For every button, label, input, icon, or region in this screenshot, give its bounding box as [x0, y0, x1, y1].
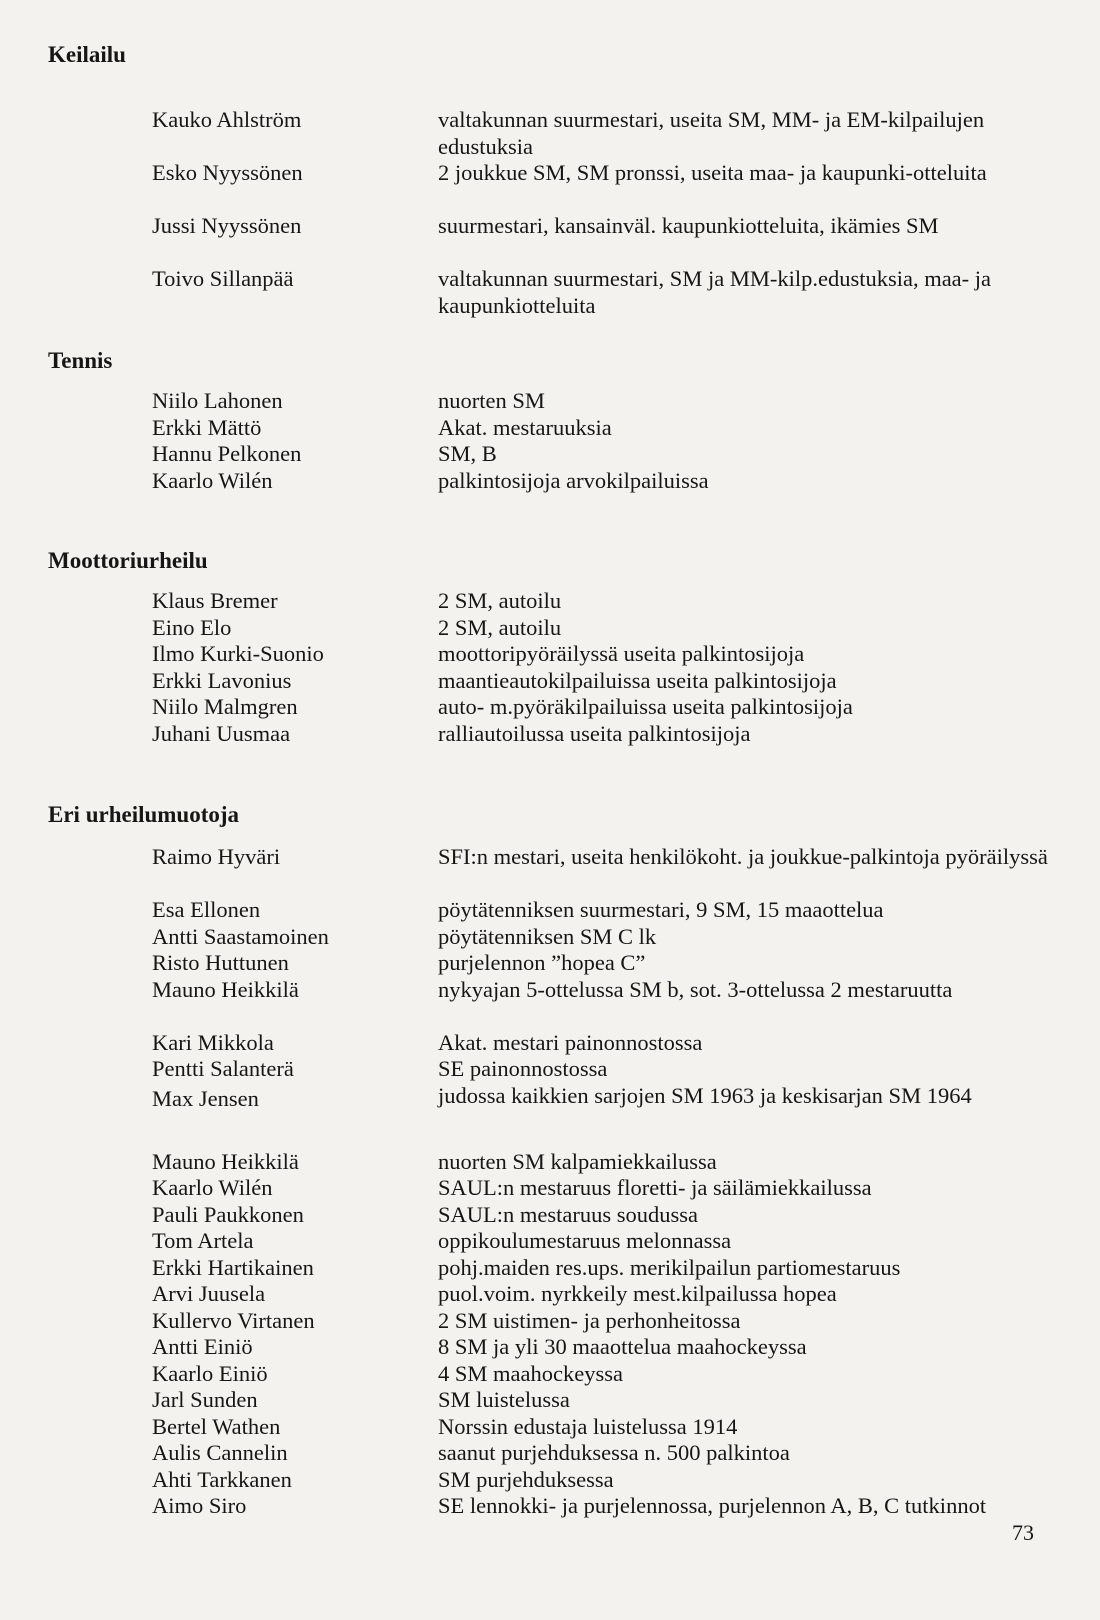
person-name: Erkki Hartikainen [152, 1254, 314, 1280]
person-name: Esa Ellonen [152, 897, 261, 922]
person-name: Raimo Hyväri [152, 844, 281, 869]
person-name: Aimo Siro [152, 1493, 247, 1518]
entry-row [0, 977, 1100, 1030]
person-name: Klaus Bremer [152, 588, 278, 613]
achievement-text: nuorten SM kalpamiekkailussa [438, 1148, 717, 1174]
entry-row [0, 388, 1100, 415]
achievement-text: Akat. mestari painonnostossa [438, 1029, 703, 1055]
entry-row [0, 1361, 1100, 1388]
person-name: Antti Saastamoinen [152, 923, 329, 949]
entry-row [0, 1334, 1100, 1361]
achievement-text: puol.voim. nyrkkeily mest.kilpailussa hopea [438, 1281, 837, 1306]
achievement-text: ralliautoilussa useita palkintosijoja [438, 720, 751, 746]
person-name: Mauno Heikkilä [152, 976, 299, 1002]
person-name: Toivo Sillanpää [152, 266, 294, 291]
entry-row [0, 588, 1100, 615]
entry-row [0, 160, 1100, 213]
entry-row [0, 1056, 1100, 1083]
entry-list [0, 388, 1100, 494]
person-name: Jussi Nyyssönen [152, 213, 302, 238]
achievement-text: palkintosijoja arvokilpailuissa [438, 467, 709, 493]
achievement-text: 8 SM ja yli 30 maaottelua maahockeyssa [438, 1334, 807, 1359]
entry-row [0, 924, 1100, 951]
person-name: Kaarlo Wilén [152, 467, 273, 493]
achievement-text: 4 SM maahockeyssa [438, 1360, 623, 1386]
person-name: Erkki Mättö [152, 414, 262, 440]
entry-row [0, 1149, 1100, 1176]
page-number: 73 [1012, 1520, 1034, 1545]
person-name: Kaarlo Wilén [152, 1175, 273, 1200]
achievement-text: auto- m.pyöräkilpailuissa useita palkintosijoja [438, 694, 853, 719]
achievement-text: valtakunnan suurmestari, useita SM, MM- ja EM-kilpailujen edustuksia [438, 107, 985, 159]
person-name: Aulis Cannelin [152, 1440, 288, 1465]
person-name: Kari Mikkola [152, 1029, 274, 1055]
achievement-text: maantieautokilpailuissa useita palkintosijoja [438, 667, 837, 693]
person-name: Kullervo Virtanen [152, 1307, 315, 1333]
person-name: Kauko Ahlström [152, 107, 302, 132]
person-name: Mauno Heikkilä [152, 1148, 299, 1174]
section-heading: Keilailu [48, 42, 126, 67]
person-name: Bertel Wathen [152, 1413, 281, 1439]
entry-row [0, 1387, 1100, 1414]
entry-list [0, 844, 1100, 1546]
person-name: Ilmo Kurki-Suonio [152, 641, 324, 666]
achievement-text: Akat. mestaruuksia [438, 414, 612, 440]
person-name: Juhani Uusmaa [152, 720, 291, 746]
achievement-text: nykyajan 5-ottelussa SM b, sot. 3-ottelussa 2 mestaruutta [438, 976, 953, 1002]
entry-row [0, 1281, 1100, 1308]
achievement-text: moottoripyöräilyssä useita palkintosijoja [438, 641, 805, 666]
achievement-text: saanut purjehduksessa n. 500 palkintoa [438, 1440, 790, 1465]
achievement-text: valtakunnan suurmestari, SM ja MM-kilp.edustuksia, maa- ja kaupunkiotteluita [438, 266, 992, 318]
achievement-text: SM purjehduksessa [438, 1466, 614, 1492]
entry-row [0, 468, 1100, 495]
entry-list [0, 107, 1100, 319]
achievement-text: nuorten SM [438, 388, 545, 413]
achievement-text: oppikoulumestaruus melonnassa [438, 1228, 732, 1253]
entry-row [0, 1493, 1100, 1546]
entry-row [0, 950, 1100, 977]
achievement-text: SM, B [438, 441, 497, 466]
achievement-text: SE painonnostossa [438, 1056, 608, 1081]
person-name: Jarl Sunden [152, 1387, 258, 1412]
entry-row [0, 897, 1100, 924]
person-name: Ahti Tarkkanen [152, 1466, 292, 1492]
achievement-text: 2 joukkue SM, SM pronssi, useita maa- ja kaupunki-otteluita [438, 160, 987, 185]
entry-row [0, 1255, 1100, 1282]
entry-row [0, 107, 1100, 160]
person-name: Erkki Lavonius [152, 667, 292, 693]
achievement-text: 2 SM, autoilu [438, 588, 562, 613]
entry-row [0, 844, 1100, 897]
section-heading: Moottoriurheilu [48, 548, 208, 573]
entry-row [0, 721, 1100, 748]
entry-row [0, 694, 1100, 721]
person-name: Tom Artela [152, 1228, 254, 1253]
entry-list [0, 588, 1100, 747]
achievement-text: SFI:n mestari, useita henkilökoht. ja joukkue-palkintoja pyöräilyssä [438, 844, 1048, 869]
person-name: Risto Huttunen [152, 950, 289, 975]
person-name: Niilo Lahonen [152, 388, 283, 413]
achievement-text: pohj.maiden res.ups. merikilpailun partiomestaruus [438, 1254, 901, 1280]
achievement-text: pöytätenniksen suurmestari, 9 SM, 15 maaottelua [438, 897, 884, 922]
achievement-text: SAUL:n mestaruus floretti- ja säilämiekkailussa [438, 1175, 872, 1200]
person-name: Arvi Juusela [152, 1281, 266, 1306]
entry-row [0, 1467, 1100, 1494]
entry-row [0, 1202, 1100, 1229]
achievement-text: SM luistelussa [438, 1387, 570, 1412]
entry-row [0, 1308, 1100, 1335]
person-name: Pentti Salanterä [152, 1056, 294, 1081]
entry-row [0, 1440, 1100, 1467]
person-name: Kaarlo Einiö [152, 1360, 268, 1386]
entry-row [0, 213, 1100, 266]
entry-row [0, 1175, 1100, 1202]
achievement-text: Norssin edustaja luistelussa 1914 [438, 1413, 738, 1439]
section-heading: Tennis [48, 348, 113, 373]
achievement-text: 2 SM uistimen- ja perhonheitossa [438, 1307, 741, 1333]
entry-row [0, 1083, 1100, 1149]
entry-row [0, 1228, 1100, 1255]
entry-row [0, 266, 1100, 319]
entry-row [0, 1414, 1100, 1441]
achievement-text: purjelennon ”hopea C” [438, 950, 646, 975]
entry-row [0, 441, 1100, 468]
entry-row [0, 641, 1100, 668]
entry-row [0, 615, 1100, 642]
achievement-text: judossa kaikkien sarjojen SM 1963 ja keskisarjan SM 1964 [438, 1082, 972, 1108]
person-name: Eino Elo [152, 614, 232, 640]
achievement-text: pöytätenniksen SM C lk [438, 923, 657, 949]
section-heading: Eri urheilumuotoja [48, 802, 240, 827]
entry-row [0, 415, 1100, 442]
achievement-text: suurmestari, kansainväl. kaupunkiotteluita, ikämies SM [438, 213, 939, 238]
person-name: Hannu Pelkonen [152, 441, 302, 466]
person-name: Pauli Paukkonen [152, 1201, 304, 1227]
person-name: Niilo Malmgren [152, 694, 298, 719]
achievement-text: SE lennokki- ja purjelennossa, purjelennon A, B, C tutkinnot [438, 1493, 987, 1518]
achievement-text: 2 SM, autoilu [438, 614, 562, 640]
person-name: Antti Einiö [152, 1334, 253, 1359]
person-name: Esko Nyyssönen [152, 160, 303, 185]
person-name: Max Jensen [152, 1085, 259, 1111]
achievement-text: SAUL:n mestaruus soudussa [438, 1201, 698, 1227]
entry-row [0, 1030, 1100, 1057]
entry-row [0, 668, 1100, 695]
